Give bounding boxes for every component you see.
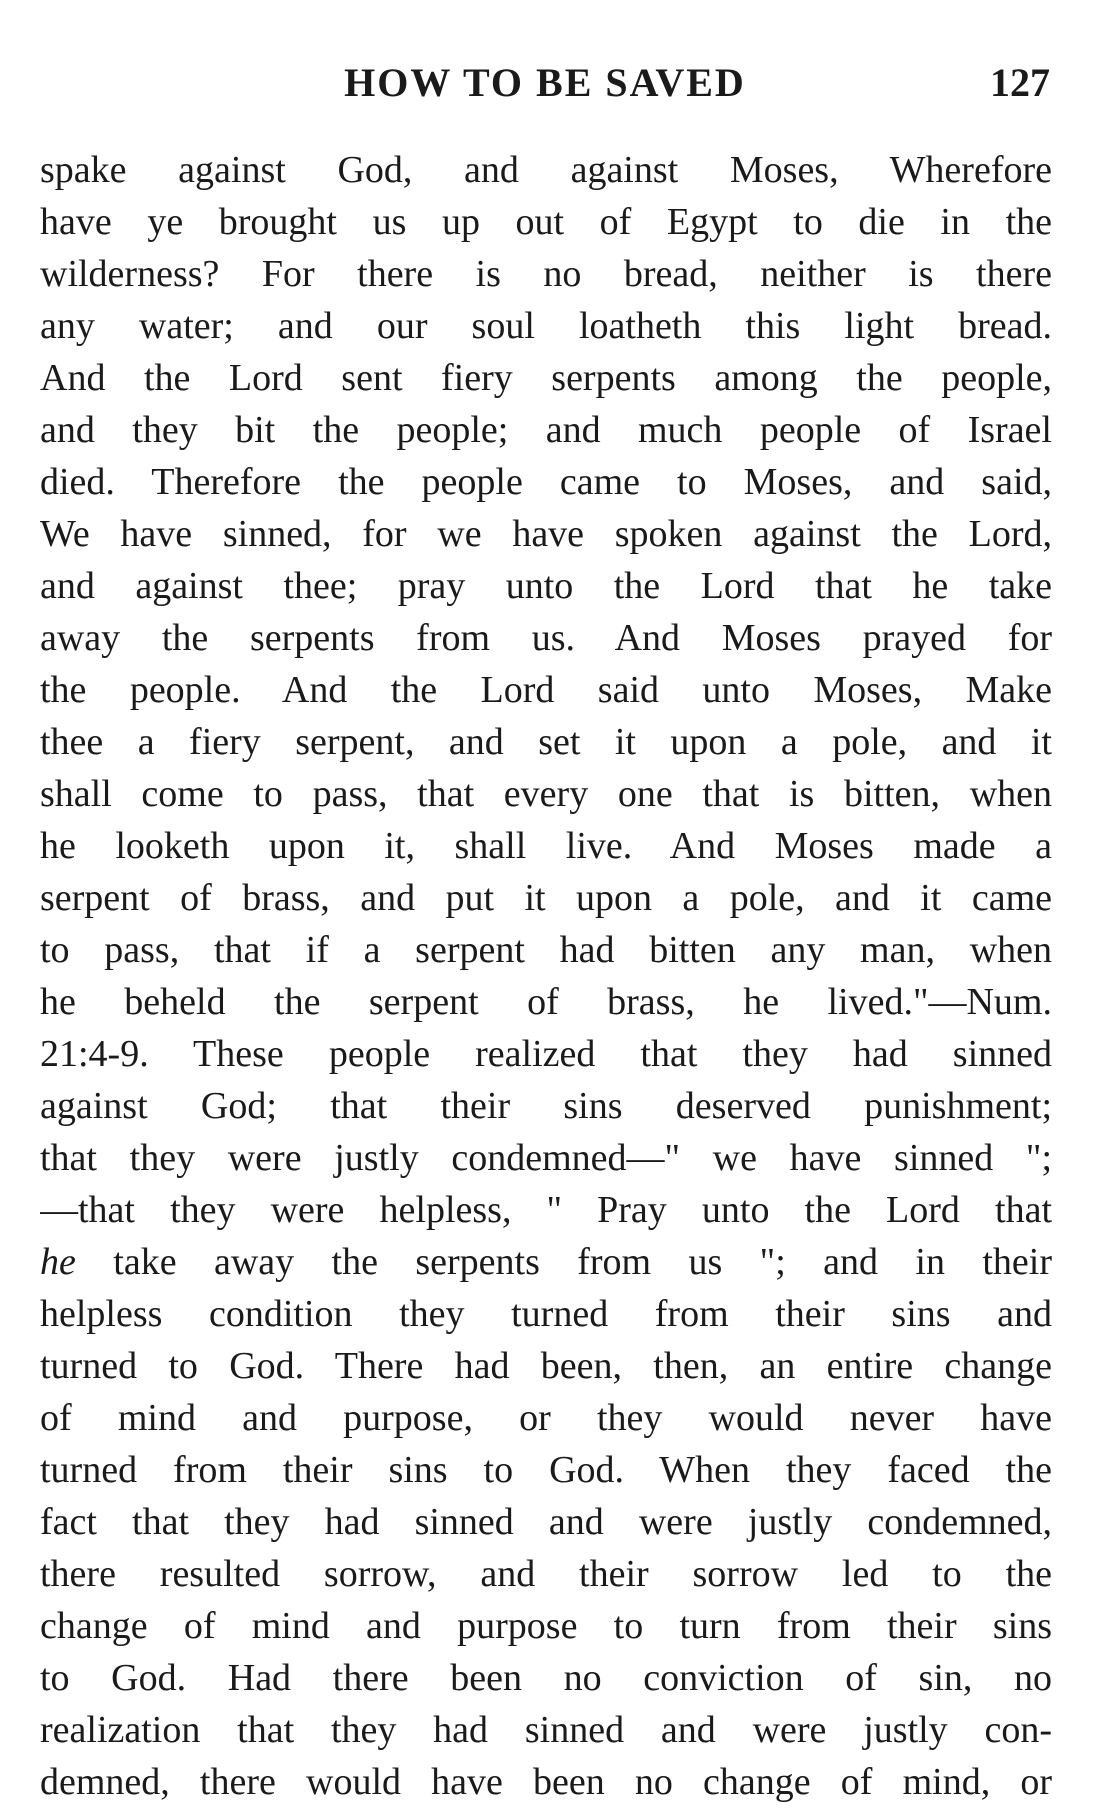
- text-line: that they were justly condemned—" we have sinned ";: [40, 1137, 1052, 1179]
- text-line: any water; and our soul loatheth this light bread.: [40, 305, 1052, 347]
- text-line: died. Therefore the people came to Moses, and said,: [40, 461, 1052, 503]
- text-line: We have sinned, for we have spoken against the Lord,: [40, 513, 1052, 555]
- text-line: away the serpents from us. And Moses prayed for: [40, 617, 1052, 659]
- page-number: 127: [990, 60, 1050, 105]
- text-line-with-italic: [40, 1236, 1052, 1288]
- text-line: the people. And the Lord said unto Moses, Make: [40, 669, 1052, 711]
- italic-word: he: [40, 1241, 76, 1283]
- text-line: 21:4-9. These people realized that they had sinned: [40, 1033, 1052, 1075]
- text-line: against God; that their sins deserved punishment;: [40, 1085, 1052, 1127]
- text-line: of mind and purpose, or they would never have: [40, 1397, 1052, 1439]
- text-line: wilderness? For there is no bread, neither is there: [40, 253, 1052, 295]
- text-line: there resulted sorrow, and their sorrow led to the: [40, 1553, 1052, 1595]
- text-line: turned from their sins to God. When they faced the: [40, 1449, 1052, 1491]
- text-line: have ye brought us up out of Egypt to die in the: [40, 201, 1052, 243]
- italic-line-rest: take away the serpents from us "; and in their: [75, 1241, 1052, 1283]
- text-line: and against thee; pray unto the Lord that he take: [40, 565, 1052, 607]
- text-line: spake against God, and against Moses, Wherefore: [40, 149, 1052, 191]
- text-line: And the Lord sent fiery serpents among the people,: [40, 357, 1052, 399]
- text-line: he beheld the serpent of brass, he lived."—Num.: [40, 981, 1052, 1023]
- text-line: —that they were helpless, " Pray unto the Lord that: [40, 1189, 1052, 1231]
- text-line: realization that they had sinned and were justly con-: [40, 1709, 1052, 1751]
- text-line: demned, there would have been no change of mind, or: [40, 1761, 1052, 1803]
- text-line: and they bit the people; and much people of Israel: [40, 409, 1052, 451]
- text-line: fact that they had sinned and were justly condemned,: [40, 1501, 1052, 1543]
- text-line: change of mind and purpose to turn from their sins: [40, 1605, 1052, 1647]
- text-line: helpless condition they turned from their sins and: [40, 1293, 1052, 1335]
- text-line: shall come to pass, that every one that is bitten, when: [40, 773, 1052, 815]
- body-text: [40, 144, 1052, 1808]
- text-line: he looketh upon it, shall live. And Moses made a: [40, 825, 1052, 867]
- running-title: HOW TO BE SAVED: [344, 60, 746, 105]
- text-line: thee a fiery serpent, and set it upon a pole, and it: [40, 721, 1052, 763]
- text-line: to God. Had there been no conviction of sin, no: [40, 1657, 1052, 1699]
- text-line: to pass, that if a serpent had bitten any man, when: [40, 929, 1052, 971]
- text-line: serpent of brass, and put it upon a pole, and it came: [40, 877, 1052, 919]
- running-head: [40, 58, 1050, 108]
- text-line: turned to God. There had been, then, an entire change: [40, 1345, 1052, 1387]
